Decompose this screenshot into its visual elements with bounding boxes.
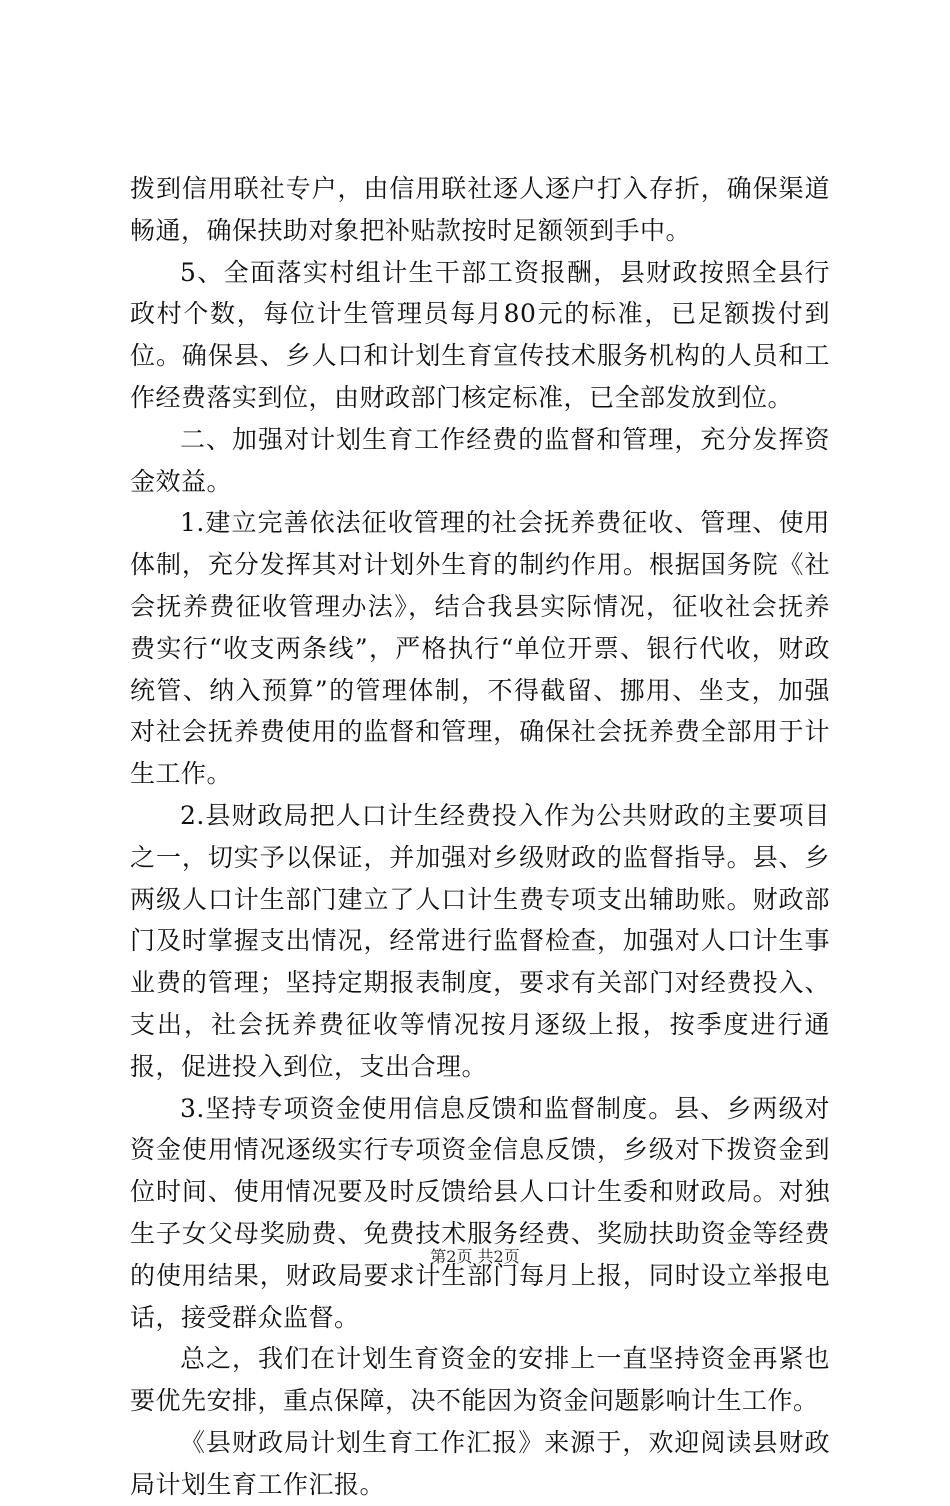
- paragraph-item-1: 1.建立完善依法征收管理的社会抚养费征收、管理、使用体制，充分发挥其对计划外生育的制约作用。根据国务院《社会抚养费征收管理办法》，结合我县实际情况，征收社会抚养费实行“收支两条线”，严格执行“单位开票、银行代收，财政统管、纳入预算”的管理体制，不得截留、挪用、坐支，加强对社会抚养费使用的监督和管理，确保社会抚养费全部用于计生工作。: [130, 508, 830, 789]
- paragraph-summary: 总之，我们在计划生育资金的安排上一直坚持资金再紧也要优先安排，重点保障，决不能因为资金问题影响计生工作。: [130, 1344, 830, 1416]
- paragraph-continuation: 拨到信用联社专户，由信用联社逐人逐户打入存折，确保渠道畅通，确保扶助对象把补贴款按时足额领到手中。: [130, 174, 830, 245]
- page-footer: 第2页 共2页: [430, 1247, 520, 1266]
- paragraph-source-note: 《县财政局计划生育工作汇报》来源于，欢迎阅读县财政局计划生育工作汇报。: [130, 1427, 830, 1499]
- paragraph-item-2: 2.县财政局把人口计生经费投入作为公共财政的主要项目之一，切实予以保证，并加强对乡级财政的监督指导。县、乡两级人口计生部门建立了人口计生费专项支出辅助账。财政部门及时掌握支出情况，经常进行监督检查，加强对人口计生事业费的管理；坚持定期报表制度，要求有关部门对经费投入、支出，社会抚养费征收等情况按月逐级上报，按季度进行通报，促进投入到位，支出合理。: [130, 800, 830, 1081]
- paragraph-item-3: 3.坚持专项资金使用信息反馈和监督制度。县、乡两级对资金使用情况逐级实行专项资金信息反馈，乡级对下拨资金到位时间、使用情况要及时反馈给县人口计生委和财政局。对独生子女父母奖励费、免费技术服务经费、奖励扶助资金等经费的使用结果，财政局要求计生部门每月上报，同时设立举报电话，接受群众监督。: [130, 1093, 830, 1332]
- document-body: [130, 168, 830, 1506]
- paragraph-item-5: 5、全面落实村组计生干部工资报酬，县财政按照全县行政村个数，每位计生管理员每月80元的标准，已足额拨付到位。确保县、乡人口和计划生育宣传技术服务机构的人员和工作经费落实到位，由财政部门核定标准，已全部发放到位。: [130, 257, 830, 412]
- section-heading-2: 二、加强对计划生育工作经费的监督和管理，充分发挥资金效益。: [130, 424, 830, 496]
